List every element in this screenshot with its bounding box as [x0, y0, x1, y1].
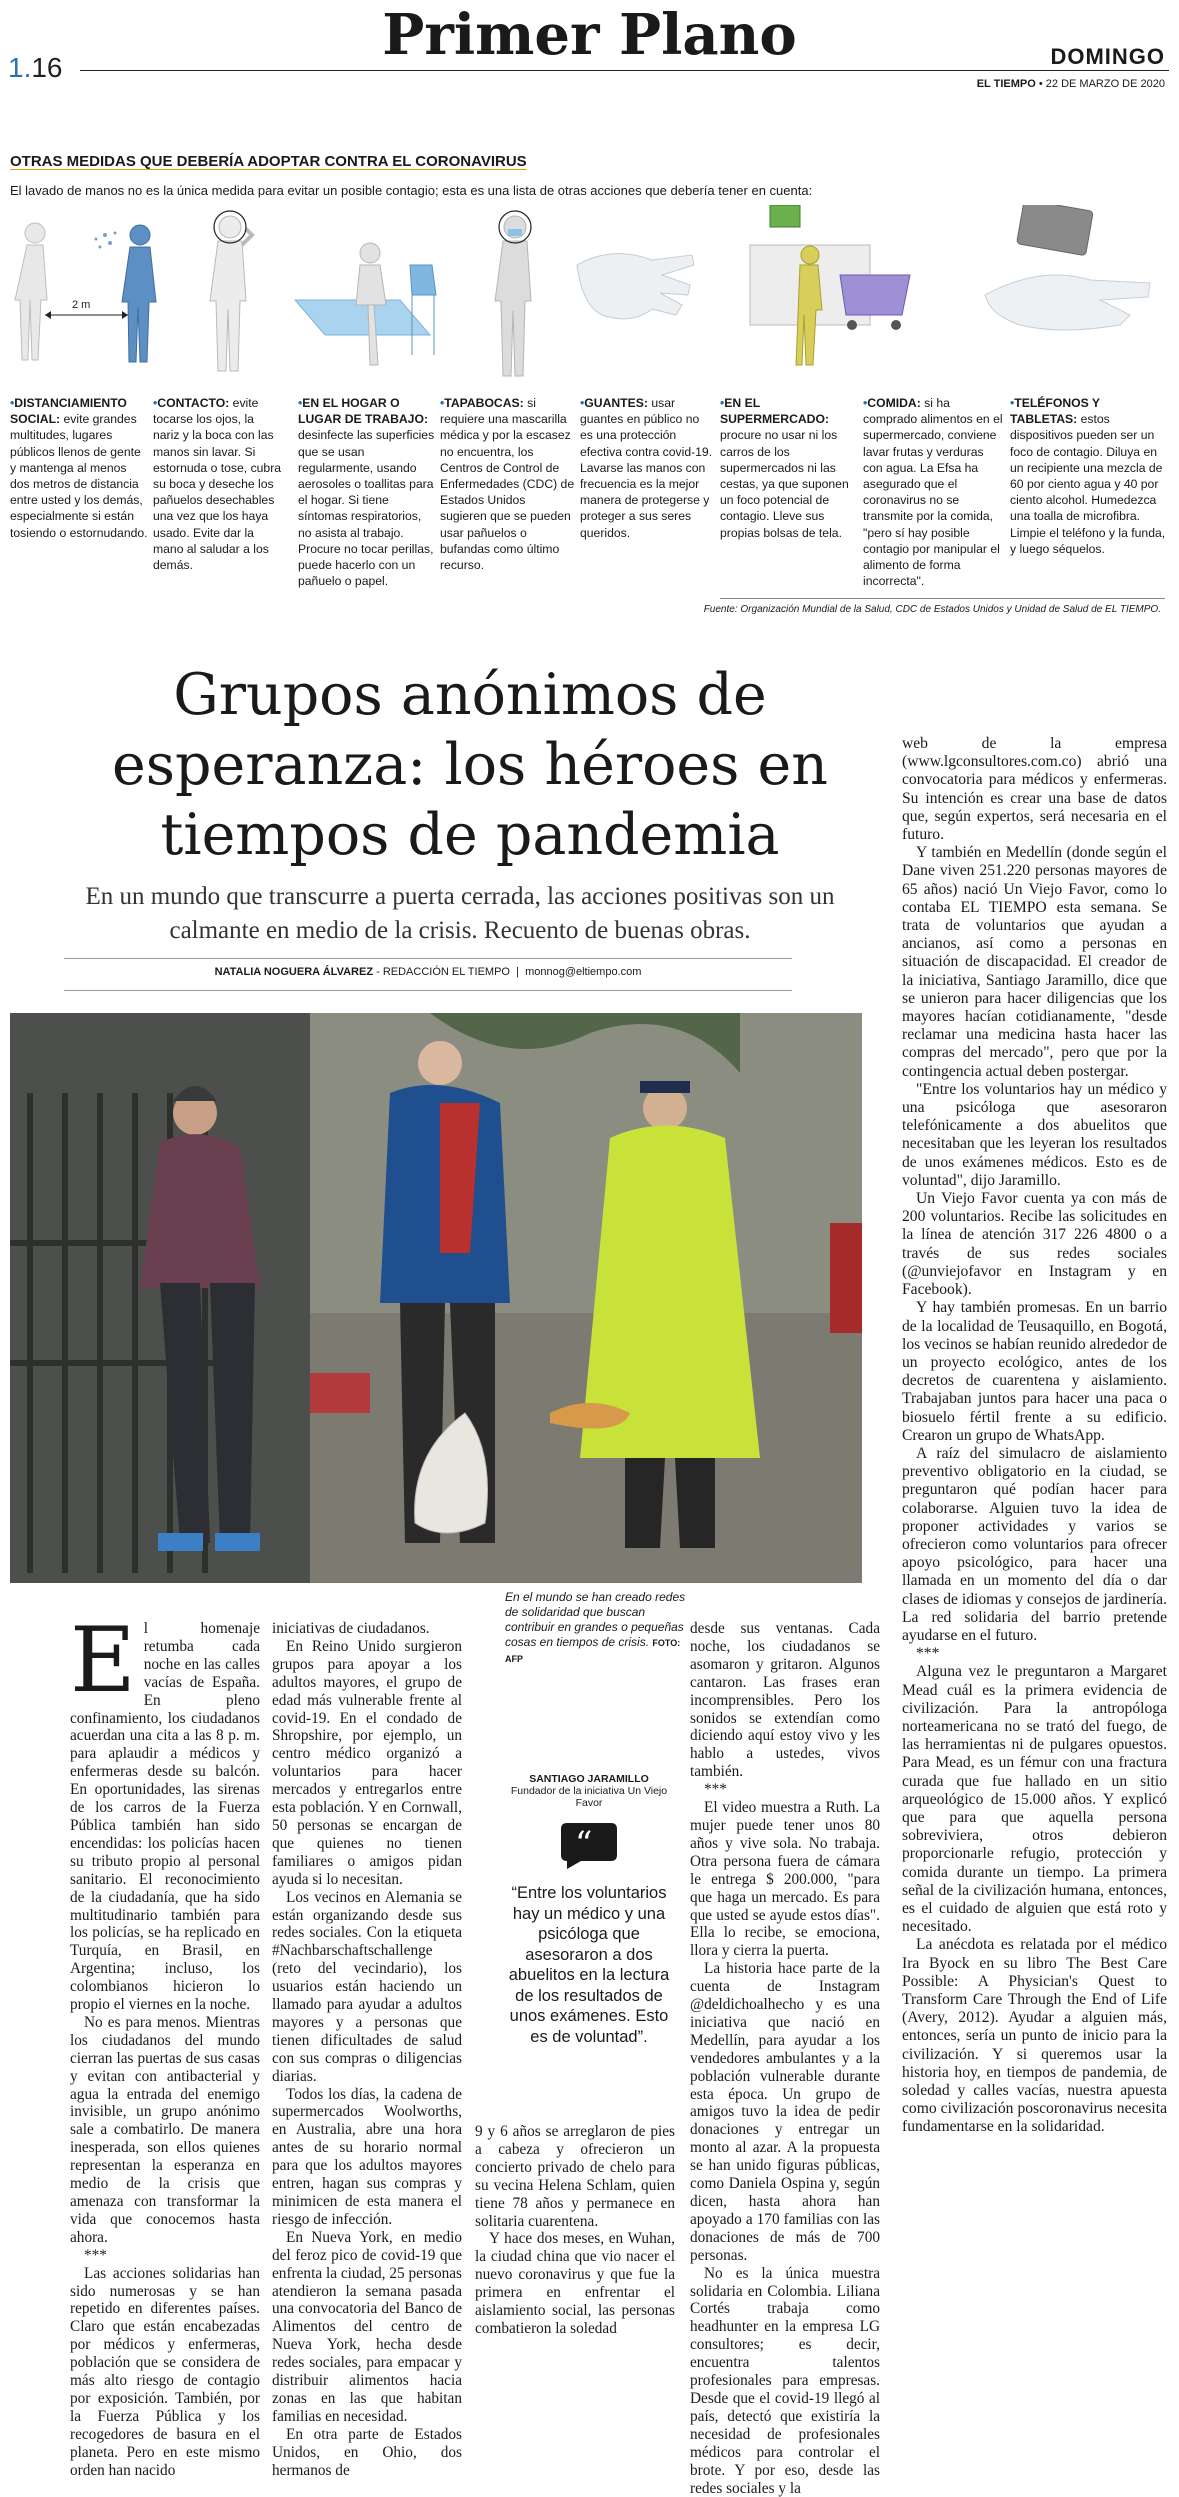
chair-icon [410, 265, 436, 355]
infobox-title: OTRAS MEDIDAS QUE DEBERÍA ADOPTAR CONTRA EL CORONAVIRUS [10, 153, 527, 170]
paragraph: web de la empresa (www.lgconsultores.com.co) abrió una convocatoria para médicos y enfermeras. Su intención es crear una base de datos que, según expertos, será necesaria en el futuro. [902, 735, 1167, 844]
measure-text: evite grandes multitudes, lugares públicos llenos de gente y mantenga al menos dos metros de distancia entre usted y los demás, especialmente si están tosiendo o estornudando. [10, 412, 148, 540]
register-screen-icon [770, 205, 800, 227]
paragraph: Los vecinos en Alemania se están organizando desde sus redes sociales. Con la etiqueta #Nachbarschaftschallenge (reto del vecindario), los usuarios están haciendo un llamado para ayudar a adultos mayores y a personas que tienen dificultades de salud con sus compras o diligencias diarias. [272, 1888, 462, 2085]
measure-text: procure no usar ni los carros de los supermercados ni las cestas, ya que suponen un foco potencial de contagio. Lleve sus propias bolsas de tela. [720, 428, 849, 540]
paragraph: iniciativas de ciudadanos. [272, 1620, 430, 1637]
paragraph: No es la única muestra solidaria en Colombia. Liliana Cortés trabaja como headhunter en la empresa LG consultores; es decir, encuentra talentos profesionales para empresas. Desde que el covid-19 llegó al país, detectó que existiría la necesidad de profesionales médicos para controlar el brote. Y por eso, desde las redes sociales y la [690, 2264, 880, 2497]
separator: *** [704, 1781, 727, 1799]
measure-item: •TELÉFONOS Y TABLETAS: estos dispositivos pueden ser un foco de contagio. Diluya en un recipiente una mezcla de 60 por ciento agua y 40 por ciento alcohol. Humedezca una toalla de microfibra. Limpie el teléfono y la funda, y luego séquelos. [1010, 396, 1166, 556]
photo-caption [505, 1590, 695, 1667]
measure-text: si requiere una mascarilla médica y por la escasez no encuentra, los Centros de Control de Enfermedades (CDC) de Estados Unidos sugieren que se pueden usar pañuelos o bufandas como último recurso. [440, 396, 575, 573]
article-column-right [902, 735, 1167, 2137]
sneeze-droplets-icon [95, 232, 117, 249]
measure-item: •TAPABOCAS: si requiere una mascarilla médica y por la escasez no encuentra, los Centros de Control de Enfermedades (CDC) de Estados Unidos sugieren que se pueden usar pañuelos o bufandas como último recurso. [440, 396, 575, 573]
measure-head: TELÉFONOS Y TABLETAS: [1010, 396, 1100, 427]
quote-name: SANTIAGO JARAMILLO [529, 1773, 649, 1785]
gate-background [10, 1013, 310, 1583]
paragraph: El video muestra a Ruth. La mujer puede tener unos 80 años y vive sola. No trabaja. Otra persona fuera de cámara le entrega $ 200.000, "para que haga un mercado. Es para que usted se ayude estos días". Ella lo recibe, se emociona, llora y cierra la puerta. [690, 1799, 880, 1960]
paragraph-text: l homenaje retumba cada noche en las calles vacías de España. En pleno confinamiento, los ciudadanos acuerdan una cita a las 8 p. m. para aplaudir a médicos y enfermeras desde su balcón. En oportunidades, las sirenas de los carros de la Fuerza Pública también han sido encendidas: los policías hacen su tributo propio al personal sanitario. El reconocimiento de la ciudadanía, que ha sido multitudinario también para los policías, se ha replicado en Turquía, en Brasil, en Argentina; incluso, los colombianos hicieron lo propio el viernes en la noche. [70, 1620, 260, 2014]
drop-cap: E [70, 1608, 136, 1713]
measure-head: CONTACTO: [157, 396, 230, 410]
tablet-icon [1017, 205, 1094, 256]
paper-name: EL TIEMPO [976, 78, 1036, 90]
quote-text: “Entre los voluntarios hay un médico y una psicóloga que asesoraron a dos abuelitos en la lectura de los resultados de unos exámenes. Esto es de voluntad”. [508, 1884, 670, 2046]
gloved-hand-icon [577, 254, 694, 319]
paragraph: No es para menos. Mientras los ciudadanos del mundo cierran las puertas de sus casas y evitan con antibacterial y agua la entrada del enemigo invisible, un grupo anónimo sale a combatirlo. De manera inesperada, son ellos quienes representan la esperanza en medio de la crisis que amenaza con transformar la vida que conocemos hasta ahora. [70, 2013, 260, 2246]
caption-text: En el mundo se han creado redes de solidaridad que buscan contribuir en grandes o pequeñas cosas en tiempos de crisis. [505, 1590, 686, 1649]
paragraph: "Entre los voluntarios hay un médico y una psicóloga que asesoraron telefónicamente a dos abuelitos que necesitaban que les leyeran los resultados de unos exámenes médicos. Esto es de voluntad", dijo Jaramillo. [902, 1080, 1167, 1189]
person-right-icon [122, 225, 156, 362]
pull-quote [500, 1773, 678, 2047]
distance-label: 2 m [72, 299, 91, 311]
person-with-mask-icon [495, 216, 531, 376]
paragraph: 9 y 6 años se arreglaron de pies a cabeza y ofrecieron un concierto privado de chelo para su vecina Helena Schlam, quien tiene 78 años y permanece en solitaria cuarentena. [475, 2123, 675, 2230]
article-headline: Grupos anónimos de esperanza: los héroes en tiempos de pandemia [112, 662, 828, 868]
separator: *** [916, 1645, 940, 1663]
supermarket-illustration [730, 205, 930, 390]
byline: NATALIA NOGUERA ÁLVAREZ - REDACCIÓN EL TIEMPO | monnog@eltiempo.com [214, 966, 642, 978]
measure-head: TAPABOCAS: [444, 396, 524, 410]
shopping-cart-icon [840, 275, 910, 315]
person-cleaning-icon [356, 243, 386, 365]
article-deck: En un mundo que transcurre a puerta cerrada, las acciones positivas son un calmante en medio de la crisis. Recuento de buenas obras. [85, 883, 835, 944]
dateline [977, 78, 1165, 90]
measure-head: GUANTES: [584, 396, 648, 410]
measure-text: si ha comprado alimentos en el supermercado, conviene lavar frutas y verduras con agua. La Efsa ha asegurado que el coronavirus no se transmite por la comida, "pero sí hay posible contagio por manipular el alimento de forma incorrecta". [863, 396, 1003, 589]
measure-head: EN EL HOGAR O LUGAR DE TRABAJO: [298, 396, 428, 427]
paragraph: La historia hace parte de la cuenta de Instagram @deldichoalhecho y es una iniciativa que nació en Medellín, para ayudar a los vendedores ambulantes y a la población vulnerable durante esta época. Un grupo de amigos tuvo la idea de pedir donaciones y entregar un monto al azar. A la propuesta se han unido figuras públicas, como Daniela Ospina y, según dicen, hasta ahora han apoyado a 170 familias con las donaciones de más de 700 personas. [690, 1960, 880, 2264]
paragraph: La anécdota es relatada por el médico Ira Byock en su libro The Best Care Possible: A Physician's Quest to Transform Care Through the End of Life (Avery, 2012). Ayudar a alguien más, entonces, sería un punto de inicio para la civilización. Y si queremos usar la historia hoy, en tiempos de pandemia, de soledad y calles vacías, nuestra apuesta como civilización poscoronavirus necesita fundamentarse en la solidaridad. [902, 1936, 1167, 2136]
person-left-icon [15, 223, 47, 360]
cleaning-hand-icon [985, 275, 1150, 330]
quote-mark-icon [559, 1819, 619, 1869]
phone-illustration [980, 205, 1170, 390]
measure-text: desinfecte las superficies que se usan regularmente, usando aerosoles o toallitas para el hogar. Si tiene síntomas respiratorios, no asista al trabajo. Procure no tocar perillas, puede hacerlo con un pañuelo o papel. [298, 428, 435, 589]
contact-illustration [180, 205, 280, 390]
article-column-2 [272, 1620, 462, 2480]
paragraph: Todos los días, la cadena de supermercados Woolworths, en Australia, abre una hora antes de su horario normal para que los adultos mayores entren, hagan sus compras y minimicen de esta manera el riesgo de infección. [272, 2085, 462, 2228]
photo-credit: FOTO: AFP [505, 1638, 681, 1664]
measure-head: EN EL SUPERMERCADO: [720, 396, 830, 427]
paragraph: Y hay también promesas. En un barrio de la localidad de Teusaquillo, en Bogotá, los vecinos se habían reunido alrededor de un proyecto ecológico, antes de los decretos de cuarentena y aislamiento. Trabajaban juntos para hacer una paca o biosuelo fértil frente a su edificio. Crearon un grupo de WhatsApp. [902, 1299, 1168, 1444]
red-car-icon [830, 1223, 862, 1333]
paragraph: A raíz del simulacro de aislamiento preventivo obligatorio en la ciudad, se preguntaron qué podían hacer para colaborarse. Alguien tuvo la idea de proponer actividades y varios se ofrecieron como voluntarios para ofrecer apoyo psicológico, para hacer una llamada en un momento del día o dar clases de idiomas y consejos de jardinería. La red solidaria del barrio pretende ayudarse en el futuro. [902, 1444, 1167, 1644]
article-photo [10, 1013, 862, 1583]
svg-text:“: “ [575, 1824, 593, 1864]
measure-item: •COMIDA: si ha comprado alimentos en el supermercado, conviene lavar frutas y verduras con agua. La Efsa ha asegurado que el coronavirus no se transmite por la comida, "pero sí hay posible contagio por manipular el alimento de forma incorrecta". [863, 396, 1003, 589]
quote-role: Fundador de la iniciativa Un Viejo Favor [510, 1785, 668, 1809]
byline-top-rule [64, 958, 792, 959]
home-work-illustration [290, 205, 470, 390]
paragraph: Las acciones solidarias han sido numerosas y se han repetido en diferentes países. Claro que están encabezadas por médicos y enfermeras, población que se considera de más alto riesgo de contagio por exposición. También, por la Fuerza Pública y los recogedores de basura en el planeta. Pero en este mismo orden han nacido [70, 2264, 260, 2479]
day-name: DOMINGO [1050, 44, 1165, 69]
paragraph: En otra parte de Estados Unidos, en Ohio, dos hermanos de [272, 2425, 462, 2479]
paragraph [70, 1608, 260, 2014]
paragraph: Alguna vez le preguntaron a Margaret Mead cuál es la primera evidencia de civilización. Para la antropóloga norteamericana no se trató del fuego, de las herramientas ni de pulgares opuestos. Para Mead, es un fémur con una fractura curada que fue hallado en un sitio arqueológico de 15.000 años. Y explicó que para que aquella persona sobreviviera, otros debieron proporcionarle refugio, protección y comida durante un tiempo. La primera señal de la civilización humana, entonces, es el cuidado de alguien que está roto y necesitado. [902, 1663, 1167, 1936]
measure-text: usar guantes en público no es una protección efectiva contra covid-19. Lavarse las manos con frecuencia es la mejor manera de protegerse y proteger a sus seres queridos. [580, 396, 713, 540]
paragraph: Y hace dos meses, en Wuhan, la ciudad china que vio nacer el nuevo coronavirus y que fue la primera en enfrentar el aislamiento social, las personas combatieron la soledad [475, 2230, 675, 2337]
section-title: Primer Plano [382, 2, 797, 68]
infobox-source: Fuente: Organización Mundial de la Salud, CDC de Estados Unidos y Unidad de Salud de EL TIEMPO. [703, 604, 1161, 615]
gloves-illustration [572, 205, 702, 390]
article-column-3 [690, 1620, 880, 2497]
measure-item: •EN EL HOGAR O LUGAR DE TRABAJO: desinfecte las superficies que se usan regularmente, usando aerosoles o toallitas para el hogar. Si tiene síntomas respiratorios, no asista al trabajo. Procure no tocar perillas, puede hacerlo con un pañuelo o papel. [298, 396, 435, 589]
paragraph: En Nueva York, en medio del feroz pico de covid-19 que enfrenta la ciudad, 25 personas atendieron la semana pasada una convocatoria del Banco de Alimentos del centro de Nueva York, hecha desde redes sociales, para empacar y distribuir alimentos hacia zonas en las que habitan familias en necesidad. [272, 2228, 462, 2425]
paragraph: Un Viejo Favor cuenta ya con más de 200 voluntarios. Recibe las solicitudes en la línea de atención 317 226 4800 o a través de sus redes sociales (@unviejofavor en Instagram y en Facebook). [902, 1190, 1167, 1299]
red-mat-icon [310, 1373, 370, 1413]
measure-text: estos dispositivos pueden ser un foco de contagio. Diluya en un recipiente una mezcla de 60 por ciento agua y 40 por ciento alcohol. Humedezca una toalla de microfibra. Limpie el teléfono y la funda, y luego séquelos. [1010, 412, 1166, 556]
separator: *** [84, 2246, 107, 2264]
paragraph: desde sus ventanas. Cada noche, los ciudadanos se asomaron y gritaron. Algunos cantaron. Las frases eran incomprensibles. Pero los sonidos se extendían como diciendo aquí estoy vivo y les hablo a ustedes, vivos también. [690, 1620, 880, 1781]
date: • 22 DE MARZO DE 2020 [1035, 78, 1165, 90]
measure-head: COMIDA: [867, 396, 921, 410]
measure-head: DISTANCIAMIENTO SOCIAL: [10, 396, 127, 427]
measure-item: •DISTANCIAMIENTO SOCIAL: evite grandes multitudes, lugares públicos llenos de gente y mantenga al menos dos metros de distancia entre usted y los demás, especialmente si están tosiendo o estornudando. [10, 396, 148, 540]
desk: - REDACCIÓN EL TIEMPO [373, 966, 510, 978]
byline-bottom-rule [64, 990, 792, 991]
page-number-prefix: 1. [8, 52, 32, 83]
measure-item: •GUANTES: usar guantes en público no es una protección efectiva contra covid-19. Lavarse las manos con frecuencia es la mejor manera de protegerse y proteger a sus seres queridos. [580, 396, 713, 540]
person-touching-face-icon [210, 216, 252, 371]
measure-item: •CONTACTO: evite tocarse los ojos, la nariz y la boca con las manos sin lavar. Si estornuda o tose, cubra su boca y deseche los pañuelos desechables una vez que los haya usado. Evite dar la mano al saludar a los demás. [153, 396, 282, 573]
mask-illustration [470, 205, 560, 390]
infobox-intro: El lavado de manos no es la única medida para evitar un posible contagio; esta es una lista de otras acciones que debería tener en cuenta: [10, 183, 813, 198]
page-number-value: 16 [31, 52, 63, 83]
measure-item: •EN EL SUPERMERCADO: procure no usar ni los carros de los supermercados ni las cestas, ya que suponen un foco potencial de contagio. Lleve sus propias bolsas de tela. [720, 396, 849, 540]
paragraph: Y también en Medellín (donde según el Dane viven 251.220 personas mayores de 65 años) nació Un Viejo Favor, como lo contaba EL TIEMPO esta semana. Se trata de voluntarios que ayudan a ancianos, así como a personas en situación de discapacidad. El creador de la iniciativa, Santiago Jaramillo, dice que se unieron para hacer diligencias que los mayores hacían cotidianamente, "desde reclamar una medicina hasta hacer las compras del mercado", pero que por la contingencia actual deben postergar. [902, 844, 1167, 1080]
author: NATALIA NOGUERA ÁLVAREZ [214, 966, 374, 978]
author-email[interactable]: monnog@eltiempo.com [525, 966, 642, 978]
measure-text: evite tocarse los ojos, la nariz y la boca con las manos sin lavar. Si estornuda o tose, cubra su boca y deseche los pañuelos desechables una vez que los haya usado. Evite dar la mano al saludar a los demás. [153, 396, 282, 573]
face-mask-icon [508, 229, 522, 236]
distancing-illustration [10, 205, 170, 390]
article-column-3-bottom [475, 2123, 675, 2338]
article-column-1 [70, 1608, 260, 2480]
paragraph: En Reino Unido surgieron grupos para apoyar a los adultos mayores, el grupo de edad más vulnerable frente al covid-19. En el condado de Shropshire, por ejemplo, un centro médico organizó a voluntarios para hacer mercados y entregarlos entre esta población. Y en Cornwall, 50 personas se encargan de que quienes no tienen familiares o amigos pidan ayuda si lo necesitan. [272, 1637, 462, 1888]
masthead-rule [80, 70, 1169, 71]
source-rule [720, 598, 1165, 599]
